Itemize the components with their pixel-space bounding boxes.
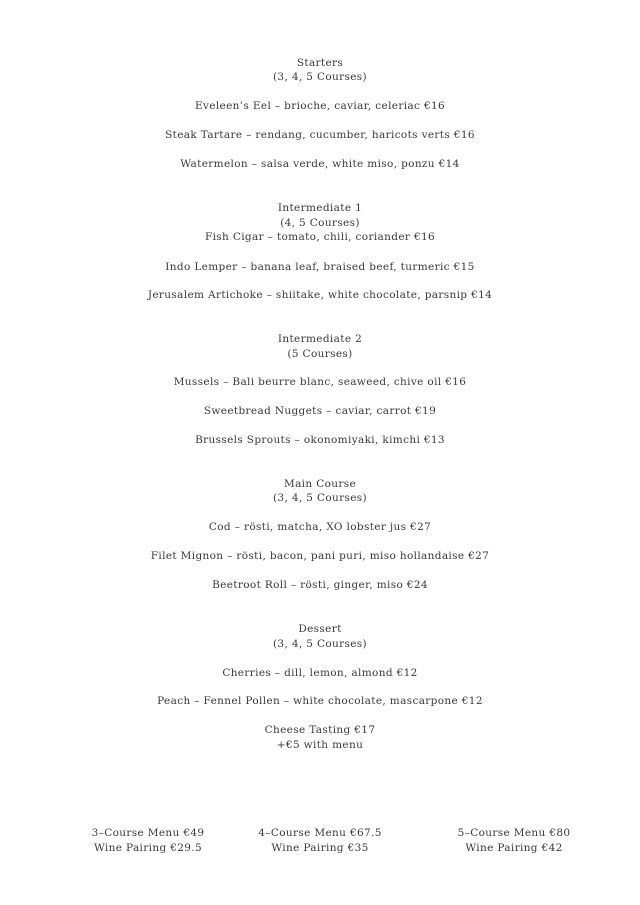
menu-item: Watermelon – salsa verde, white miso, ponzu €14 (180, 158, 460, 170)
menu-price: 5–Course Menu €80 (457, 827, 571, 839)
menu-item: Brussels Sprouts – okonomiyaki, kimchi €13 (195, 434, 445, 446)
section-courses: (4, 5 Courses) (280, 217, 360, 229)
section-courses: (5 Courses) (287, 348, 353, 360)
section-courses: (3, 4, 5 Courses) (272, 71, 367, 83)
menu-item: Cherries – dill, lemon, almond €12 (222, 667, 418, 679)
menu-item: Jerusalem Artichoke – shiitake, white chocolate, parsnip €14 (147, 289, 493, 301)
menu-item: Cod – rösti, matcha, XO lobster jus €27 (208, 521, 432, 533)
menu-item: Eveleen’s Eel – brioche, caviar, celeriac €16 (194, 100, 446, 112)
section-courses: (3, 4, 5 Courses) (272, 492, 367, 504)
menu-item: Indo Lemper – banana leaf, braised beef, turmeric €15 (165, 261, 475, 273)
menu-item: Steak Tartare – rendang, cucumber, haricots verts €16 (165, 129, 475, 141)
menu-item: Cheese Tasting €17 (264, 724, 376, 736)
pricing-4-course (240, 826, 400, 855)
menu-price: 3–Course Menu €49 (91, 827, 205, 839)
section-title: Main Course (283, 478, 357, 490)
wine-pairing-price: Wine Pairing €29.5 (93, 841, 203, 854)
menu-item: Filet Mignon – rösti, bacon, pani puri, miso hollandaise €27 (150, 550, 490, 562)
section-courses: (3, 4, 5 Courses) (272, 638, 367, 650)
menu-item: Beetroot Roll – rösti, ginger, miso €24 (212, 579, 428, 591)
menu-item: Sweetbread Nuggets – caviar, carrot €19 (203, 405, 437, 417)
section-title: Dessert (298, 623, 342, 635)
pricing-5-course (434, 826, 594, 855)
menu-price: 4–Course Menu €67.5 (258, 827, 382, 839)
menu-item-note: +€5 with menu (276, 739, 364, 751)
wine-pairing-price: Wine Pairing €42 (465, 841, 563, 854)
menu-item: Mussels – Bali beurre blanc, seaweed, chive oil €16 (173, 376, 467, 388)
wine-pairing-price: Wine Pairing €35 (271, 841, 369, 854)
section-title: Starters (296, 57, 344, 69)
menu-item: Fish Cigar – tomato, chili, coriander €16 (204, 231, 436, 243)
pricing-3-course (68, 826, 228, 855)
section-title: Intermediate 1 (277, 202, 363, 214)
menu-item: Peach – Fennel Pollen – white chocolate, mascarpone €12 (157, 695, 483, 707)
section-title: Intermediate 2 (277, 333, 363, 345)
